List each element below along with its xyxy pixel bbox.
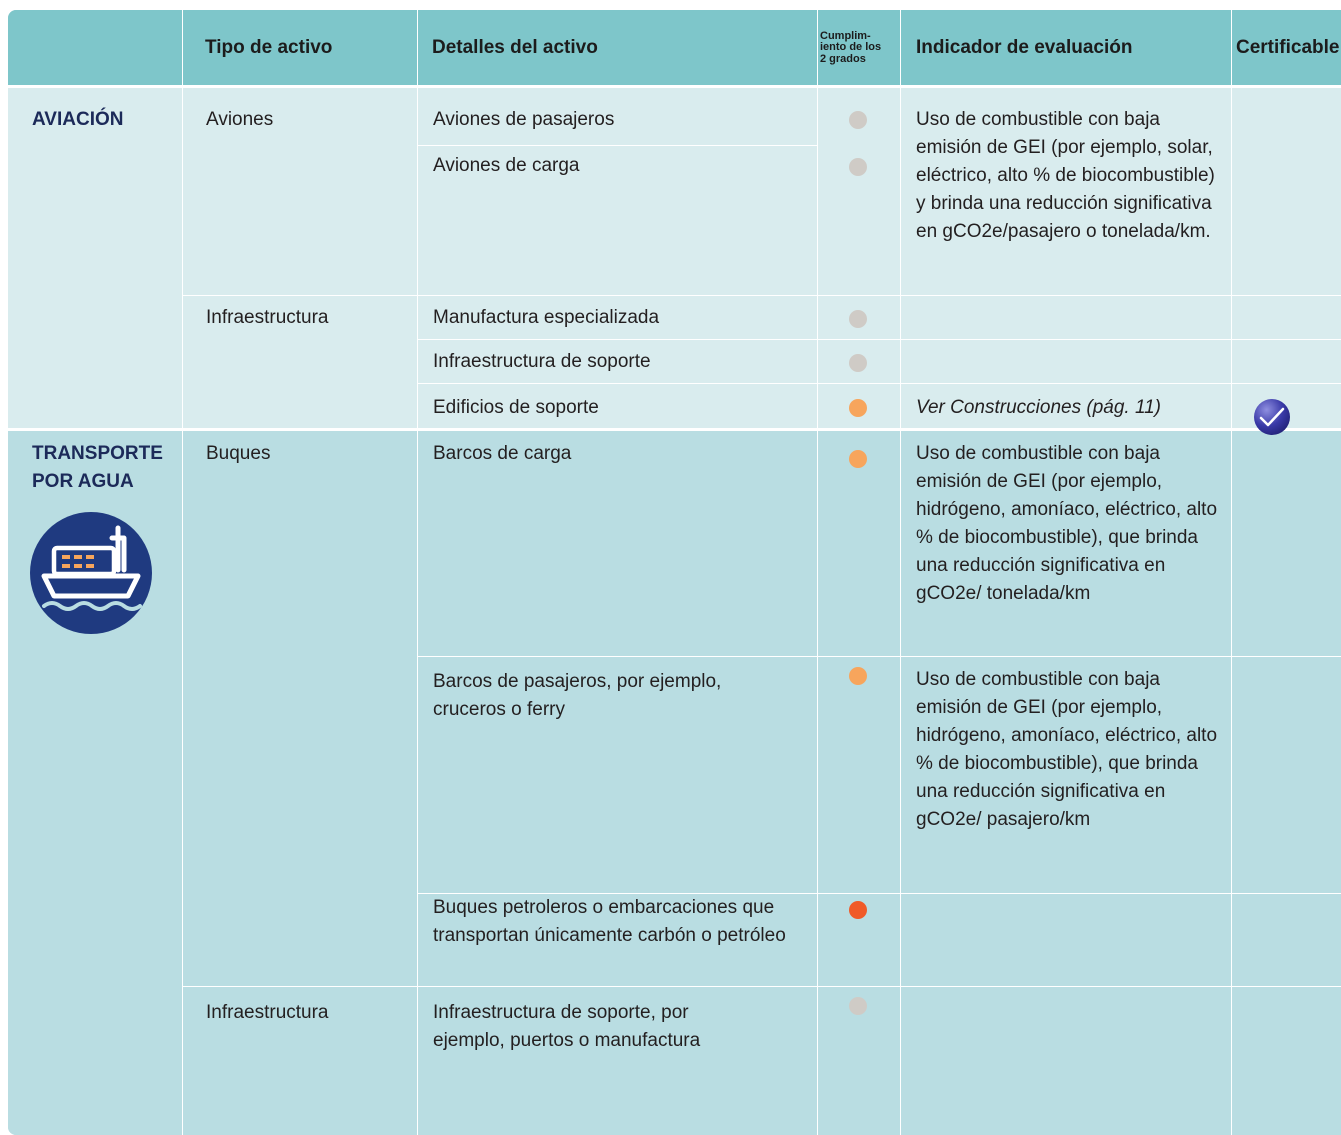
status-dot: [849, 111, 867, 129]
certificable-check-icon: [1253, 398, 1291, 436]
header-tipo: Tipo de activo: [205, 37, 333, 58]
tipo-infraestructura-agua: Infraestructura: [206, 1002, 329, 1023]
ship-icon: [30, 512, 152, 634]
status-dot: [849, 399, 867, 417]
detail-barcos-pasajeros: Barcos de pasajeros, por ejemplo, cruceros o ferry: [433, 671, 722, 720]
column-divider: [900, 10, 901, 1135]
status-dot: [849, 354, 867, 372]
indicator-barcos-carga: Uso de combustible con baja emisión de GEI (por ejemplo, hidrógeno, amoníaco, eléctrico, alto % de biocombustible), que brinda una reducción significativa en gCO2e/ tonelada/km: [916, 443, 1218, 604]
detail-aviones-carga: Aviones de carga: [433, 155, 580, 176]
indicator-barcos-pasajeros: Uso de combustible con baja emisión de GEI (por ejemplo, hidrógeno, amoníaco, eléctrico, alto % de biocombustible), que brinda una reducción significativa en gCO2e/ pasajero/km: [916, 669, 1218, 830]
tipo-buques: Buques: [206, 443, 271, 464]
detail-manufactura: Manufactura especializada: [433, 307, 660, 328]
status-dot: [849, 667, 867, 685]
header-cumplimiento: Cumplim- iento de los 2 grados: [820, 29, 882, 65]
detail-infra-soporte: Infraestructura de soporte: [433, 351, 651, 372]
indicator-edificios: Ver Construcciones (pág. 11): [916, 397, 1162, 418]
column-divider: [1231, 10, 1232, 1135]
row-divider: [182, 295, 1341, 296]
header-indicador: Indicador de evaluación: [916, 37, 1133, 58]
detail-aviones-pasajeros: Aviones de pasajeros: [433, 109, 615, 130]
indicator-aviones: Uso de combustible con baja emisión de GEI (por ejemplo, solar, eléctrico, alto % de biocombustible) y brinda una reducción significativa en gCO2e/pasajero o tonelada/km.: [916, 109, 1215, 242]
section-title-transporte: TRANSPORTE POR AGUA: [32, 443, 163, 492]
table-header: [8, 10, 1341, 86]
status-dot: [849, 158, 867, 176]
header-divider: [8, 85, 1341, 88]
column-divider: [417, 10, 418, 1135]
row-divider: [417, 656, 1341, 657]
tipo-infraestructura: Infraestructura: [206, 307, 329, 328]
column-divider: [182, 10, 183, 1135]
detail-infra-soporte-puertos: Infraestructura de soporte, por ejemplo, puertos o manufactura: [433, 1002, 701, 1051]
section-divider: [8, 428, 1341, 431]
section-title-aviacion: AVIACIÓN: [32, 109, 124, 130]
detail-buques-petroleros: Buques petroleros o embarcaciones que transportan únicamente carbón o petróleo: [433, 897, 786, 946]
detail-barcos-carga: Barcos de carga: [433, 443, 572, 464]
row-divider: [182, 986, 1341, 987]
status-dot: [849, 310, 867, 328]
assets-table: [8, 10, 1341, 1135]
row-divider: [417, 145, 817, 146]
detail-edificios: Edificios de soporte: [433, 397, 599, 418]
header-certificable: Certificable: [1236, 37, 1340, 58]
status-dot: [849, 997, 867, 1015]
status-dot: [849, 450, 867, 468]
status-dot: [849, 901, 867, 919]
row-divider: [417, 339, 1341, 340]
tipo-aviones: Aviones: [206, 109, 274, 130]
row-divider: [417, 383, 1341, 384]
column-divider: [817, 10, 818, 1135]
header-detalles: Detalles del activo: [432, 37, 598, 58]
